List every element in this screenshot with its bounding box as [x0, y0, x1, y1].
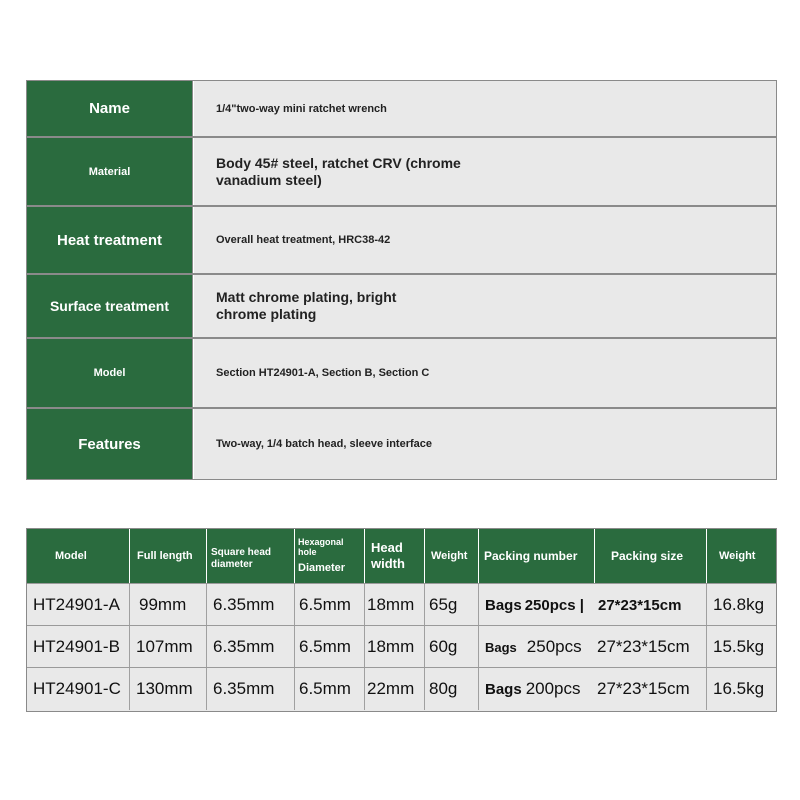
cell-pcs: 250pcs |	[524, 596, 584, 614]
cell-weight: 80g	[425, 668, 479, 710]
cell-model: HT24901-C	[27, 668, 130, 710]
spec-row-surface-treatment	[27, 275, 776, 337]
spec-value: 1/4"two-way mini ratchet wrench	[193, 81, 776, 136]
cell-model: HT24901-B	[27, 626, 130, 668]
spec-row-material	[27, 138, 776, 205]
cell-pcs: 250pcs	[526, 637, 582, 656]
cell-length: 107mm	[130, 626, 207, 668]
header-square-head: Square head diameter	[207, 529, 295, 583]
cell-model: HT24901-A	[27, 584, 130, 626]
table-row	[27, 667, 776, 711]
cell-head: 22mm	[365, 668, 425, 710]
cell-hex: 6.5mm	[295, 626, 365, 668]
spec-label: Features	[27, 409, 193, 479]
spec-label: Model	[27, 339, 193, 407]
spec-label: Heat treatment	[27, 207, 193, 273]
cell-size: 27*23*15cm	[595, 626, 707, 668]
cell-size: 27*23*15cm	[595, 668, 707, 710]
cell-square: 6.35mm	[207, 626, 295, 668]
cell-packing	[479, 668, 595, 710]
header-full-length: Full length	[130, 529, 207, 583]
header-packing-number: Packing number	[479, 529, 595, 583]
cell-packing	[479, 626, 595, 668]
spec-value: Matt chrome plating, bright chrome plating	[193, 275, 776, 337]
cell-length: 130mm	[130, 668, 207, 710]
spec-value: Body 45# steel, ratchet CRV (chrome vanadium steel)	[193, 138, 776, 205]
spec-label: Material	[27, 138, 193, 205]
model-table	[26, 528, 777, 712]
cell-bags: Bags	[485, 639, 517, 655]
header-model: Model	[27, 529, 130, 583]
header-hex-hole-label: Hexagonal hole	[298, 537, 344, 557]
table-row	[27, 625, 776, 667]
cell-weight: 60g	[425, 626, 479, 668]
header-weight: Weight	[425, 529, 479, 583]
spec-label: Surface treatment	[27, 275, 193, 337]
cell-length: 99mm	[130, 584, 207, 626]
spec-value: Two-way, 1/4 batch head, sleeve interface	[193, 409, 776, 479]
spec-row-name	[27, 81, 776, 136]
model-table-header	[27, 529, 776, 583]
cell-bags: Bags	[485, 596, 522, 614]
spec-row-model	[27, 339, 776, 407]
spec-row-heat-treatment	[27, 207, 776, 273]
cell-pcs: 200pcs	[525, 679, 581, 698]
header-packing-size: Packing size	[595, 529, 707, 583]
spec-value: Section HT24901-A, Section B, Section C	[193, 339, 776, 407]
cell-square: 6.35mm	[207, 584, 295, 626]
cell-head: 18mm	[365, 626, 425, 668]
header-weight-total: Weight	[719, 550, 756, 562]
cell-size: 27*23*15cm	[595, 584, 707, 626]
header-head-width: Head width	[365, 529, 425, 583]
cell-hex: 6.5mm	[295, 668, 365, 710]
cell-hex: 6.5mm	[295, 584, 365, 626]
cell-gross: 15.5kg	[713, 637, 765, 656]
cell-head: 18mm	[365, 584, 425, 626]
cell-gross: 16.8kg	[713, 595, 765, 614]
spec-row-features	[27, 409, 776, 479]
spec-value: Overall heat treatment, HRC38-42	[193, 207, 776, 273]
cell-bags: Bags	[485, 680, 522, 698]
cell-packing	[479, 584, 595, 626]
header-hex-diameter-label: Diameter	[298, 562, 346, 574]
spec-label: Name	[27, 81, 193, 136]
cell-gross: 16.5kg	[713, 679, 765, 698]
cell-weight: 65g	[425, 584, 479, 626]
header-hex-hole	[295, 529, 365, 583]
cell-square: 6.35mm	[207, 668, 295, 710]
table-row	[27, 583, 776, 625]
spec-table	[26, 80, 777, 480]
